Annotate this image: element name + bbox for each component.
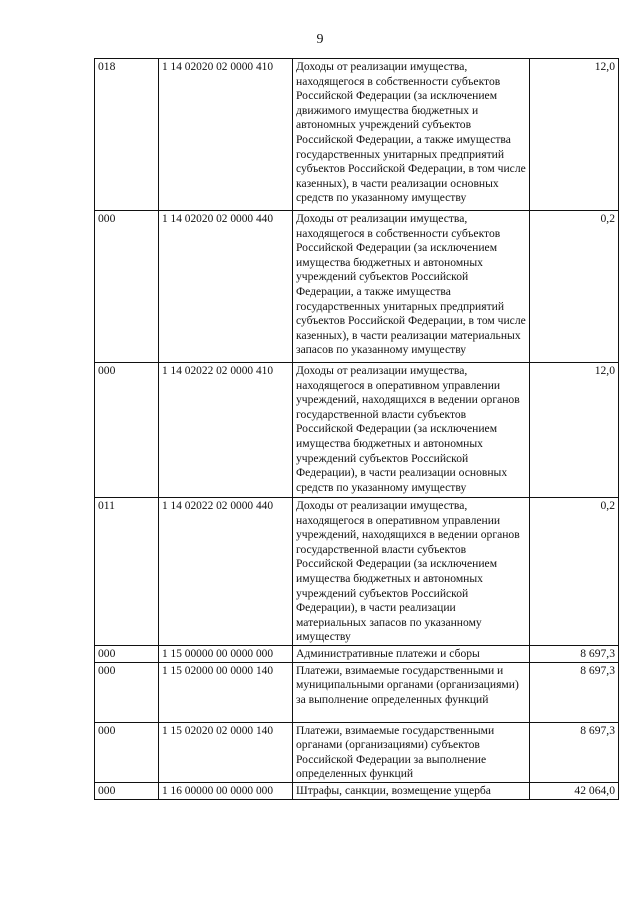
admin-code-cell: 000 xyxy=(95,211,159,363)
revenue-name-cell: Доходы от реализации имущества, находящегося в собственности субъектов Российской Федерации (за исключением движимого имущества бюджетных и автономных учреждений субъектов Российской Федерации, а также имущества государственных унитарных предприятий субъектов Российской Федерации, в том числе казенных), в части реализации основных средств по указанному имуществу xyxy=(293,59,530,211)
table-row xyxy=(95,59,619,211)
revenue-name-cell: Доходы от реализации имущества, находящегося в оперативном управлении учреждений, находящихся в ведении органов государственной власти субъектов Российской Федерации (за исключением имущества бюджетных и автономных учреждений субъектов Российской Федерации), в части реализации основных средств по указанному имуществу xyxy=(293,363,530,498)
admin-code-cell: 000 xyxy=(95,722,159,782)
table-row xyxy=(95,645,619,662)
revenue-name-cell: Платежи, взимаемые государственными и муниципальными органами (организациями) за выполнение определенных функций xyxy=(293,662,530,722)
kbk-code-cell: 1 14 02020 02 0000 440 xyxy=(159,211,293,363)
kbk-code-cell: 1 15 02020 02 0000 140 xyxy=(159,722,293,782)
amount-cell: 8 697,3 xyxy=(530,722,619,782)
admin-code-cell: 000 xyxy=(95,363,159,498)
amount-cell: 8 697,3 xyxy=(530,645,619,662)
kbk-code-cell: 1 14 02022 02 0000 440 xyxy=(159,498,293,646)
revenue-name-cell: Штрафы, санкции, возмещение ущерба xyxy=(293,782,530,799)
amount-cell: 42 064,0 xyxy=(530,782,619,799)
admin-code-cell: 011 xyxy=(95,498,159,646)
amount-cell: 0,2 xyxy=(530,211,619,363)
admin-code-cell: 000 xyxy=(95,782,159,799)
admin-code-cell: 000 xyxy=(95,645,159,662)
table-row xyxy=(95,782,619,799)
revenue-table xyxy=(94,58,619,800)
amount-cell: 12,0 xyxy=(530,363,619,498)
amount-cell: 12,0 xyxy=(530,59,619,211)
revenue-name-cell: Доходы от реализации имущества, находящегося в собственности субъектов Российской Федерации (за исключением имущества бюджетных и автономных учреждений субъектов Российской Федерации, а также имущества государственных унитарных предприятий субъектов Российской Федерации, в том числе казенных), в части реализации материальных запасов по указанному имуществу xyxy=(293,211,530,363)
kbk-code-cell: 1 14 02020 02 0000 410 xyxy=(159,59,293,211)
admin-code-cell: 000 xyxy=(95,662,159,722)
revenue-name-cell: Административные платежи и сборы xyxy=(293,645,530,662)
table-row xyxy=(95,722,619,782)
admin-code-cell: 018 xyxy=(95,59,159,211)
amount-cell: 0,2 xyxy=(530,498,619,646)
revenue-name-cell: Доходы от реализации имущества, находящегося в оперативном управлении учреждений, находящихся в ведении органов государственной власти субъектов Российской Федерации (за исключением имущества бюджетных и автономных учреждений субъектов Российской Федерации), в части реализации материальных запасов по указанному имуществу xyxy=(293,498,530,646)
table-row xyxy=(95,211,619,363)
kbk-code-cell: 1 15 00000 00 0000 000 xyxy=(159,645,293,662)
table-row xyxy=(95,662,619,722)
kbk-code-cell: 1 16 00000 00 0000 000 xyxy=(159,782,293,799)
kbk-code-cell: 1 14 02022 02 0000 410 xyxy=(159,363,293,498)
page-number: 9 xyxy=(316,32,324,47)
table-row xyxy=(95,498,619,646)
kbk-code-cell: 1 15 02000 00 0000 140 xyxy=(159,662,293,722)
revenue-name-cell: Платежи, взимаемые государственными органами (организациями) субъектов Российской Федерации за выполнение определенных функций xyxy=(293,722,530,782)
amount-cell: 8 697,3 xyxy=(530,662,619,722)
table-row xyxy=(95,363,619,498)
